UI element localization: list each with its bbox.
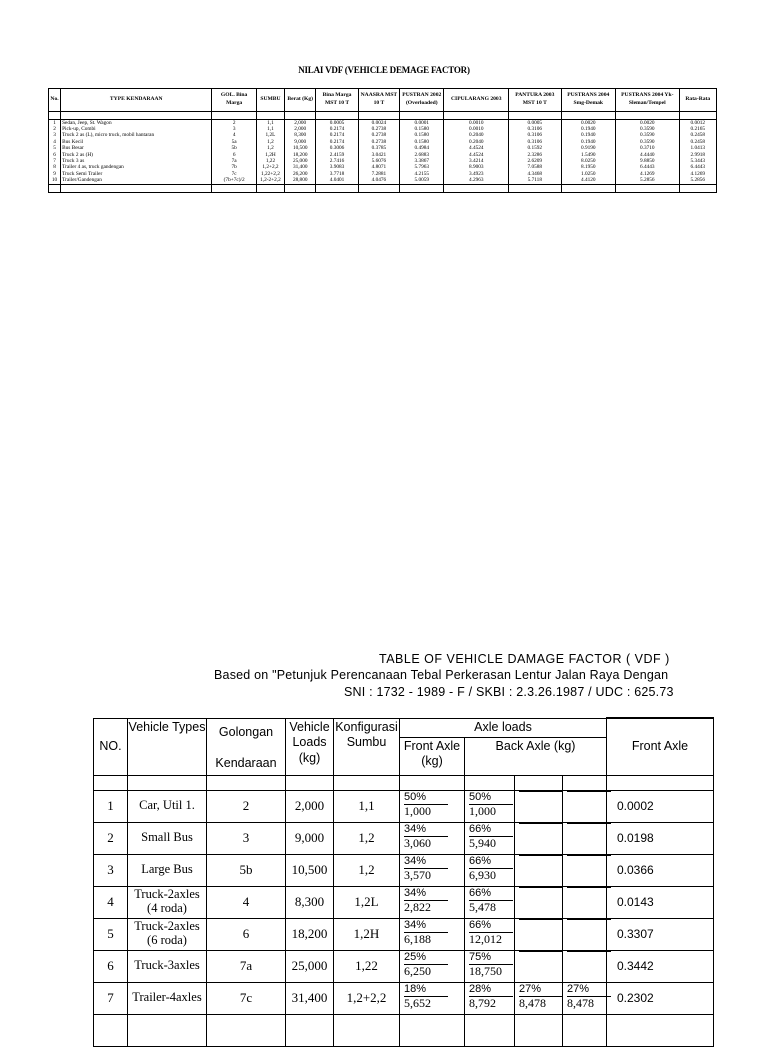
table2-row bbox=[94, 790, 714, 822]
table2-cell-type: Large Bus bbox=[128, 854, 207, 886]
table1-cell-type: Pick-up, Combi bbox=[61, 126, 212, 132]
table2-cell-front-axle bbox=[400, 886, 465, 918]
table1-cell-sumbu: 1,22+2,2 bbox=[256, 171, 284, 177]
table1-col-header: PUSTRANS 2004 Smg-Demak bbox=[561, 89, 615, 112]
table2-cell-golongan: 7a bbox=[207, 950, 286, 982]
table2-cell-type: Trailer-4axles bbox=[128, 982, 207, 1014]
table1-cell-pantura: 4.3468 bbox=[509, 171, 561, 177]
table2-row bbox=[94, 854, 714, 886]
table1-cell-rata-rata: 5.3443 bbox=[679, 158, 716, 164]
table2-back-axle-2-percent bbox=[519, 823, 563, 824]
table1-cell-bina-marga: 4.0401 bbox=[316, 178, 358, 185]
table2-cell-load: 18,200 bbox=[286, 918, 334, 950]
table1-cell-pustrans-yk: 4.4440 bbox=[616, 152, 680, 158]
table2-cell-type: Truck-2axles (4 roda) bbox=[128, 886, 207, 918]
table2-back-axle-1-percent: 66% bbox=[469, 919, 513, 933]
table1-cell-type: Trailer 4 as, truck gandengan bbox=[61, 165, 212, 171]
table1-col-header: CIPULARANG 2003 bbox=[444, 89, 509, 112]
table2-front-axle-kg: 2,822 bbox=[404, 899, 431, 914]
table1-cell-pustran-2002: 4.2155 bbox=[400, 171, 444, 177]
table1-cell-sumbu: 1,2L bbox=[256, 133, 284, 139]
table1-cell-no: 2 bbox=[49, 126, 61, 132]
table2-front-axle-kg: 1,000 bbox=[404, 803, 431, 818]
table2-front-axle-kg: 6,188 bbox=[404, 931, 431, 946]
table2-row bbox=[94, 886, 714, 918]
table1-cell-pantura: 0.3106 bbox=[509, 139, 561, 145]
table2-back-axle-3-percent bbox=[567, 823, 611, 824]
table1-cell-pustrans-smg: 0.1940 bbox=[561, 139, 615, 145]
table2-cell-back-axle-2 bbox=[515, 918, 563, 950]
table2-cell-type: Truck-3axles bbox=[128, 950, 207, 982]
table2-cell-front-axle-vdf: 0.0143 bbox=[607, 886, 714, 918]
table2-subheading: Based on "Petunjuk Perencanaan Tebal Perkerasan Lentur Jalan Raya Dengan bbox=[214, 668, 669, 682]
table1-cell-no: 4 bbox=[49, 139, 61, 145]
table1-cell-rata-rata: 5.2856 bbox=[679, 178, 716, 185]
table2-cell-front-axle-vdf: 0.0198 bbox=[607, 822, 714, 854]
table1-cell-sumbu: 1,2-2+2,2 bbox=[256, 178, 284, 185]
table2-viewport bbox=[93, 717, 689, 1024]
table2-cell-golongan: 3 bbox=[207, 822, 286, 854]
table2-back-axle-2-percent bbox=[519, 919, 563, 920]
table2-cell-no: 7 bbox=[94, 982, 128, 1014]
table2-back-axle-1-percent: 50% bbox=[469, 791, 513, 805]
table1-cell-gol: 6 bbox=[212, 152, 256, 158]
table2-cell-no: 2 bbox=[94, 822, 128, 854]
table2-cell-back-axle-2 bbox=[515, 822, 563, 854]
table2-cell-back-axle-1 bbox=[465, 854, 515, 886]
table1-cell-pustran-2002: 0.1580 bbox=[400, 133, 444, 139]
table1-cell-naasra: 3.0421 bbox=[358, 152, 399, 158]
table2-header-front-axle-vdf: Front Axle bbox=[607, 718, 714, 775]
table1-cell-no: 5 bbox=[49, 146, 61, 152]
table1-spacer-row bbox=[49, 184, 717, 192]
table2-cell-konfigurasi: 1,2H bbox=[334, 918, 400, 950]
table2-cell-back-axle-2 bbox=[515, 886, 563, 918]
table1-cell-pustrans-yk: 0.3710 bbox=[616, 146, 680, 152]
table2-spacer-row bbox=[94, 775, 714, 790]
table2-cell-load: 2,000 bbox=[286, 790, 334, 822]
table2-back-axle-1-kg: 6,930 bbox=[469, 867, 496, 882]
table2-front-axle-percent: 34% bbox=[404, 823, 448, 837]
table1-cell-rata-rata: 0.2165 bbox=[679, 126, 716, 132]
table2-header-row-1 bbox=[94, 718, 714, 737]
table1-col-header: Berat (Kg) bbox=[285, 89, 316, 112]
table1-cell-type: Truck 3 as bbox=[61, 158, 212, 164]
table1-cell-pustrans-yk: 5.2856 bbox=[616, 178, 680, 185]
table1-cell-no: 3 bbox=[49, 133, 61, 139]
table2-header-no: NO. bbox=[94, 718, 128, 775]
table2-cell-front-axle-vdf: 0.0366 bbox=[607, 854, 714, 886]
table2-back-axle-3-kg: 8,478 bbox=[567, 995, 594, 1010]
table1-cell-gol: 5a bbox=[212, 139, 256, 145]
table1-cell-pantura: 0.0005 bbox=[509, 120, 561, 127]
table2-back-axle-3-percent bbox=[567, 791, 611, 792]
table2-cell-konfigurasi: 1,2L bbox=[334, 886, 400, 918]
table2-cell-type: Car, Util 1. bbox=[128, 790, 207, 822]
table2-cell-front-axle bbox=[400, 790, 465, 822]
table2-header-front-axle: Front Axle (kg) bbox=[400, 737, 465, 775]
table1-cell-gol: 2 bbox=[212, 120, 256, 127]
table2-back-axle-2-percent bbox=[519, 855, 563, 856]
table2-cell-back-axle-3 bbox=[563, 918, 607, 950]
table2-cell-load: 10,500 bbox=[286, 854, 334, 886]
table2-header-back-axle: Back Axle (kg) bbox=[465, 737, 607, 775]
table1-cell-pantura: 5.7118 bbox=[509, 178, 561, 185]
table2-cell-no: 1 bbox=[94, 790, 128, 822]
table1-cell-bina-marga: 0.3006 bbox=[316, 146, 358, 152]
table1-cell-pustran-2002: 0.4984 bbox=[400, 146, 444, 152]
table1-cell-rata-rata: 2.9918 bbox=[679, 152, 716, 158]
table2-cell-konfigurasi: 1,1 bbox=[334, 790, 400, 822]
table1-cell-pustran-2002: 2.6883 bbox=[400, 152, 444, 158]
table1-cell-berat: 18,200 bbox=[285, 152, 316, 158]
table2-row bbox=[94, 1014, 714, 1046]
table2-standard-reference: SNI : 1732 - 1989 - F / SKBI : 2.3.26.1987 / UDC : 625.73 bbox=[344, 685, 674, 699]
table2-back-axle-3-percent bbox=[567, 887, 611, 888]
table2-cell-konfigurasi: 1,22 bbox=[334, 950, 400, 982]
table1-cell-bina-marga: 2.7416 bbox=[316, 158, 358, 164]
table2-cell-front-axle-vdf: 0.3442 bbox=[607, 950, 714, 982]
table1-col-header: NAASRA MST 10 T bbox=[358, 89, 399, 112]
table2-cell-no: 5 bbox=[94, 918, 128, 950]
table2-back-axle-1-kg: 18,750 bbox=[469, 963, 502, 978]
table2-header-konfigurasi: Konfigurasi Sumbu bbox=[334, 718, 400, 775]
table2-cell-golongan: 5b bbox=[207, 854, 286, 886]
table2-back-axle-3-percent bbox=[567, 855, 611, 856]
table2-back-axle-1-kg: 5,478 bbox=[469, 899, 496, 914]
table2-front-axle-kg: 3,570 bbox=[404, 867, 431, 882]
table2-cell-no: 3 bbox=[94, 854, 128, 886]
table1-cell-pustrans-yk: 4.1269 bbox=[616, 171, 680, 177]
table2-front-axle-percent: 34% bbox=[404, 887, 448, 901]
table2-cell-konfigurasi: 1,2 bbox=[334, 822, 400, 854]
table1-cell-berat: 9,000 bbox=[285, 139, 316, 145]
table2-cell-front-axle bbox=[400, 950, 465, 982]
table1-cell-naasra: 5.6076 bbox=[358, 158, 399, 164]
table2-front-axle-percent: 34% bbox=[404, 919, 448, 933]
table2-back-axle-1-kg: 12,012 bbox=[469, 931, 502, 946]
table1-cell-rata-rata: 0.0012 bbox=[679, 120, 716, 127]
table1-cell-cipularang: 4.2963 bbox=[444, 178, 509, 185]
table1-cell-no: 8 bbox=[49, 165, 61, 171]
table1-cell-rata-rata: 0.2458 bbox=[679, 139, 716, 145]
table1-cell-naasra: 4.8071 bbox=[358, 165, 399, 171]
table1-cell-berat: 31,400 bbox=[285, 165, 316, 171]
table1-cell-pantura: 2.3286 bbox=[509, 152, 561, 158]
table2-back-axle-1-percent: 28% bbox=[469, 983, 513, 997]
table1-cell-naasra: 0.2738 bbox=[358, 126, 399, 132]
table2-back-axle-2-percent bbox=[519, 887, 563, 888]
table1-cell-berat: 8,300 bbox=[285, 133, 316, 139]
table1-cell-gol: 7a bbox=[212, 158, 256, 164]
table1-row bbox=[49, 178, 717, 185]
table1-cell-pustrans-smg: 8.1950 bbox=[561, 165, 615, 171]
table1-cell-pustrans-smg: 1.5490 bbox=[561, 152, 615, 158]
table2-header-axle-loads: Axle loads bbox=[400, 718, 607, 737]
table1-cell-pustran-2002: 0.1580 bbox=[400, 126, 444, 132]
table2-back-axle-1-percent: 66% bbox=[469, 823, 513, 837]
table1-cell-rata-rata: 1.0413 bbox=[679, 146, 716, 152]
table1-cell-no: 7 bbox=[49, 158, 61, 164]
table2-header-golongan bbox=[207, 718, 286, 775]
table1-header-row bbox=[49, 89, 717, 112]
table1-cell-naasra: 0.2738 bbox=[358, 139, 399, 145]
table1-cell-pustrans-yk: 0.3590 bbox=[616, 126, 680, 132]
table2-cell-front-axle-vdf: 0.0002 bbox=[607, 790, 714, 822]
table1-cell-pustrans-smg: 0.1940 bbox=[561, 126, 615, 132]
table1-col-header: PUSTRANS 2004 Yk-Sleman/Tempel bbox=[616, 89, 680, 112]
table2-row bbox=[94, 918, 714, 950]
table1-cell-cipularang: 4.4524 bbox=[444, 146, 509, 152]
table1-cell-no: 10 bbox=[49, 178, 61, 185]
table1-cell-berat: 26,200 bbox=[285, 171, 316, 177]
table1-cell-pustran-2002: 5.7963 bbox=[400, 165, 444, 171]
table2-front-axle-percent: 25% bbox=[404, 951, 448, 965]
table2-back-axle-1-kg: 5,940 bbox=[469, 835, 496, 850]
table2-back-axle-1-percent: 66% bbox=[469, 855, 513, 869]
table2-cell-back-axle-3 bbox=[563, 950, 607, 982]
table1-cell-gol: 3 bbox=[212, 126, 256, 132]
table2-cell-back-axle-1 bbox=[465, 822, 515, 854]
table1-cell-berat: 2,000 bbox=[285, 126, 316, 132]
table1-cell-cipularang: 0.0010 bbox=[444, 120, 509, 127]
table2-cell-back-axle-2 bbox=[515, 790, 563, 822]
vdf-table-1 bbox=[48, 88, 717, 193]
table2-back-axle-1-percent: 75% bbox=[469, 951, 513, 965]
table2-cell-no: 6 bbox=[94, 950, 128, 982]
table2-back-axle-2-percent: 27% bbox=[519, 983, 563, 997]
table1-cell-bina-marga: 0.2174 bbox=[316, 133, 358, 139]
table1-cell-sumbu: 1,22 bbox=[256, 158, 284, 164]
table2-cell-type: Truck-2axles (6 roda) bbox=[128, 918, 207, 950]
table1-cell-no: 6 bbox=[49, 152, 61, 158]
table1-cell-berat: 25,000 bbox=[285, 158, 316, 164]
table1-cell-type: Sedan, Jeep, St. Wagon bbox=[61, 120, 212, 127]
table2-back-axle-2-percent bbox=[519, 951, 563, 952]
table1-cell-pustran-2002: 3.3867 bbox=[400, 158, 444, 164]
table2-back-axle-1-kg: 1,000 bbox=[469, 803, 496, 818]
table1-cell-bina-marga: 0.2174 bbox=[316, 139, 358, 145]
table1-cell-berat: 2,000 bbox=[285, 120, 316, 127]
table1-cell-naasra: 7.2881 bbox=[358, 171, 399, 177]
table1-cell-bina-marga: 3.9083 bbox=[316, 165, 358, 171]
table2-back-axle-1-kg: 8,792 bbox=[469, 995, 496, 1010]
table1-col-header: PUSTRAN 2002 (Overloaded) bbox=[400, 89, 444, 112]
table1-cell-type: Truck 2 as (H) bbox=[61, 152, 212, 158]
table1-cell-no: 1 bbox=[49, 120, 61, 127]
table1-cell-pustran-2002: 0.0001 bbox=[400, 120, 444, 127]
table1-col-header: No. bbox=[49, 89, 61, 112]
table1-cell-cipularang: 3.4923 bbox=[444, 171, 509, 177]
table2-cell-back-axle-3 bbox=[563, 982, 607, 1014]
table1-cell-gol: 4 bbox=[212, 133, 256, 139]
table1-cell-pustrans-yk: 0.0020 bbox=[616, 120, 680, 127]
table1-cell-pustrans-smg: 1.0250 bbox=[561, 171, 615, 177]
table2-back-axle-3-percent bbox=[567, 951, 611, 952]
table2-cell-back-axle-3 bbox=[563, 790, 607, 822]
table2-cell-back-axle-2 bbox=[515, 982, 563, 1014]
table2-heading: TABLE OF VEHICLE DAMAGE FACTOR ( VDF ) bbox=[379, 652, 670, 666]
table2-cell-no: 4 bbox=[94, 886, 128, 918]
table2-back-axle-1-percent: 66% bbox=[469, 887, 513, 901]
table2-cell-front-axle bbox=[400, 918, 465, 950]
table2-back-axle-3-percent: 27% bbox=[567, 983, 611, 997]
table1-cell-cipularang: 8.9003 bbox=[444, 165, 509, 171]
table1-cell-gol: 7b bbox=[212, 165, 256, 171]
table2-front-axle-percent: 18% bbox=[404, 983, 448, 997]
table2-cell-konfigurasi: 1,2+2,2 bbox=[334, 982, 400, 1014]
table2-row bbox=[94, 950, 714, 982]
table1-cell-pustrans-smg: 4.4120 bbox=[561, 178, 615, 185]
table2-cell-back-axle-2 bbox=[515, 950, 563, 982]
table1-cell-pustran-2002: 5.0059 bbox=[400, 178, 444, 185]
table1-cell-pantura: 0.3106 bbox=[509, 133, 561, 139]
table2-header-golongan-line1: Golongan bbox=[218, 724, 274, 739]
table2-back-axle-3-percent bbox=[567, 919, 611, 920]
table1-cell-sumbu: 1,2+2,2 bbox=[256, 165, 284, 171]
table2-cell-back-axle-3 bbox=[563, 854, 607, 886]
table1-cell-sumbu: 1,2 bbox=[256, 146, 284, 152]
table2-front-axle-percent: 50% bbox=[404, 791, 448, 805]
table1-cell-pantura: 2.6209 bbox=[509, 158, 561, 164]
table1-cell-pustrans-yk: 9.8850 bbox=[616, 158, 680, 164]
table1-cell-naasra: 0.3785 bbox=[358, 146, 399, 152]
table1-cell-pantura: 7.0588 bbox=[509, 165, 561, 171]
table1-cell-bina-marga: 0.0005 bbox=[316, 120, 358, 127]
table1-cell-sumbu: 1,1 bbox=[256, 126, 284, 132]
table1-cell-berat: 28,800 bbox=[285, 178, 316, 185]
table2-cell-load: 25,000 bbox=[286, 950, 334, 982]
table2-front-axle-kg: 5,652 bbox=[404, 995, 431, 1010]
table2-cell-back-axle-3 bbox=[563, 886, 607, 918]
table1-col-header: Bina Marga MST 10 T bbox=[316, 89, 358, 112]
table1-cell-naasra: 0.2738 bbox=[358, 133, 399, 139]
table1-cell-type: Truck 2 as (L), micro truck, mobil hantaran bbox=[61, 133, 212, 139]
table1-cell-type: Bus Besar bbox=[61, 146, 212, 152]
table1-col-header: SUMBU bbox=[256, 89, 284, 112]
table1-spacer-row bbox=[49, 112, 717, 120]
table2-cell-load: 8,300 bbox=[286, 886, 334, 918]
table1-cell-pustrans-yk: 6.4443 bbox=[616, 165, 680, 171]
table1-cell-cipularang: 3.4214 bbox=[444, 158, 509, 164]
table1-cell-gol: 5b bbox=[212, 146, 256, 152]
table1-cell-gol: (7b+7c)/2 bbox=[212, 178, 256, 185]
table2-cell-front-axle bbox=[400, 854, 465, 886]
table2-cell-load: 9,000 bbox=[286, 822, 334, 854]
table2-back-axle-2-percent bbox=[519, 791, 563, 792]
table1-cell-rata-rata: 0.2458 bbox=[679, 133, 716, 139]
table1-cell-berat: 10,500 bbox=[285, 146, 316, 152]
table1-cell-no: 9 bbox=[49, 171, 61, 177]
table2-cell-front-axle bbox=[400, 982, 465, 1014]
table1-cell-pustrans-smg: 8.0250 bbox=[561, 158, 615, 164]
table1-cell-cipularang: 0.0010 bbox=[444, 126, 509, 132]
table2-header-golongan-line2: Kendaraan bbox=[215, 756, 277, 771]
table1-cell-pustrans-smg: 0.9190 bbox=[561, 146, 615, 152]
table1-cell-cipularang: 0.2040 bbox=[444, 139, 509, 145]
table2-cell-golongan: 2 bbox=[207, 790, 286, 822]
table2-front-axle-kg: 3,060 bbox=[404, 835, 431, 850]
table1-cell-pantura: 0.1592 bbox=[509, 146, 561, 152]
table1-cell-pustrans-smg: 0.0020 bbox=[561, 120, 615, 127]
table1-col-header: PANTURA 2003 MST 10 T bbox=[509, 89, 561, 112]
table1-cell-pustran-2002: 0.1580 bbox=[400, 139, 444, 145]
table2-cell-back-axle-1 bbox=[465, 790, 515, 822]
table2-front-axle-kg: 6,250 bbox=[404, 963, 431, 978]
table1-cell-pustrans-smg: 0.1940 bbox=[561, 133, 615, 139]
table2-cell-back-axle-1 bbox=[465, 886, 515, 918]
table2-cell-back-axle-1 bbox=[465, 982, 515, 1014]
table2-cell-golongan: 7c bbox=[207, 982, 286, 1014]
table1-col-header: TYPE KENDARAAN bbox=[61, 89, 212, 112]
table1-cell-cipularang: 4.4524 bbox=[444, 152, 509, 158]
table2-cell-load: 31,400 bbox=[286, 982, 334, 1014]
table1-cell-pustrans-yk: 0.3590 bbox=[616, 139, 680, 145]
table2-header-types: Vehicle Types bbox=[128, 718, 207, 775]
table2-cell-front-axle-vdf: 0.2302 bbox=[607, 982, 714, 1014]
table1-cell-sumbu: 1,2H bbox=[256, 152, 284, 158]
table1-cell-bina-marga: 3.7718 bbox=[316, 171, 358, 177]
table1-cell-naasra: 4.0476 bbox=[358, 178, 399, 185]
table1-col-header: GOL. Bina Marga bbox=[212, 89, 256, 112]
table1-cell-pantura: 0.3106 bbox=[509, 126, 561, 132]
table2-cell-front-axle-vdf: 0.3307 bbox=[607, 918, 714, 950]
table2-cell-golongan: 4 bbox=[207, 886, 286, 918]
table1-col-header: Rata-Rata bbox=[679, 89, 716, 112]
table2-cell-golongan: 6 bbox=[207, 918, 286, 950]
table2-cell-front-axle bbox=[400, 822, 465, 854]
table1-cell-type: Truck Semi Trailer bbox=[61, 171, 212, 177]
table1-cell-pustrans-yk: 0.3590 bbox=[616, 133, 680, 139]
vdf-table-2 bbox=[93, 717, 714, 1047]
table1-cell-cipularang: 0.2040 bbox=[444, 133, 509, 139]
table1-cell-gol: 7c bbox=[212, 171, 256, 177]
table2-front-axle-percent: 34% bbox=[404, 855, 448, 869]
table2-cell-back-axle-2 bbox=[515, 854, 563, 886]
table2-header-loads: Vehicle Loads (kg) bbox=[286, 718, 334, 775]
table1-title: NILAI VDF (VEHICLE DEMAGE FACTOR) bbox=[298, 65, 470, 75]
table2-cell-back-axle-1 bbox=[465, 950, 515, 982]
table1-cell-type: Bus Kecil bbox=[61, 139, 212, 145]
table1-cell-type: Trailer/Gandengan bbox=[61, 178, 212, 185]
table1-cell-bina-marga: 0.2174 bbox=[316, 126, 358, 132]
table1-cell-bina-marga: 2.4159 bbox=[316, 152, 358, 158]
table2-cell-konfigurasi: 1,2 bbox=[334, 854, 400, 886]
table2-cell-back-axle-3 bbox=[563, 822, 607, 854]
table1-cell-naasra: 0.0024 bbox=[358, 120, 399, 127]
table2-row bbox=[94, 822, 714, 854]
table1-cell-rata-rata: 4.1269 bbox=[679, 171, 716, 177]
table2-back-axle-2-kg: 8,478 bbox=[519, 995, 546, 1010]
table1-cell-sumbu: 1,2 bbox=[256, 139, 284, 145]
table2-cell-type: Small Bus bbox=[128, 822, 207, 854]
table1-cell-sumbu: 1,1 bbox=[256, 120, 284, 127]
table1-cell-rata-rata: 6.4443 bbox=[679, 165, 716, 171]
table2-cell-back-axle-1 bbox=[465, 918, 515, 950]
table2-row bbox=[94, 982, 714, 1014]
